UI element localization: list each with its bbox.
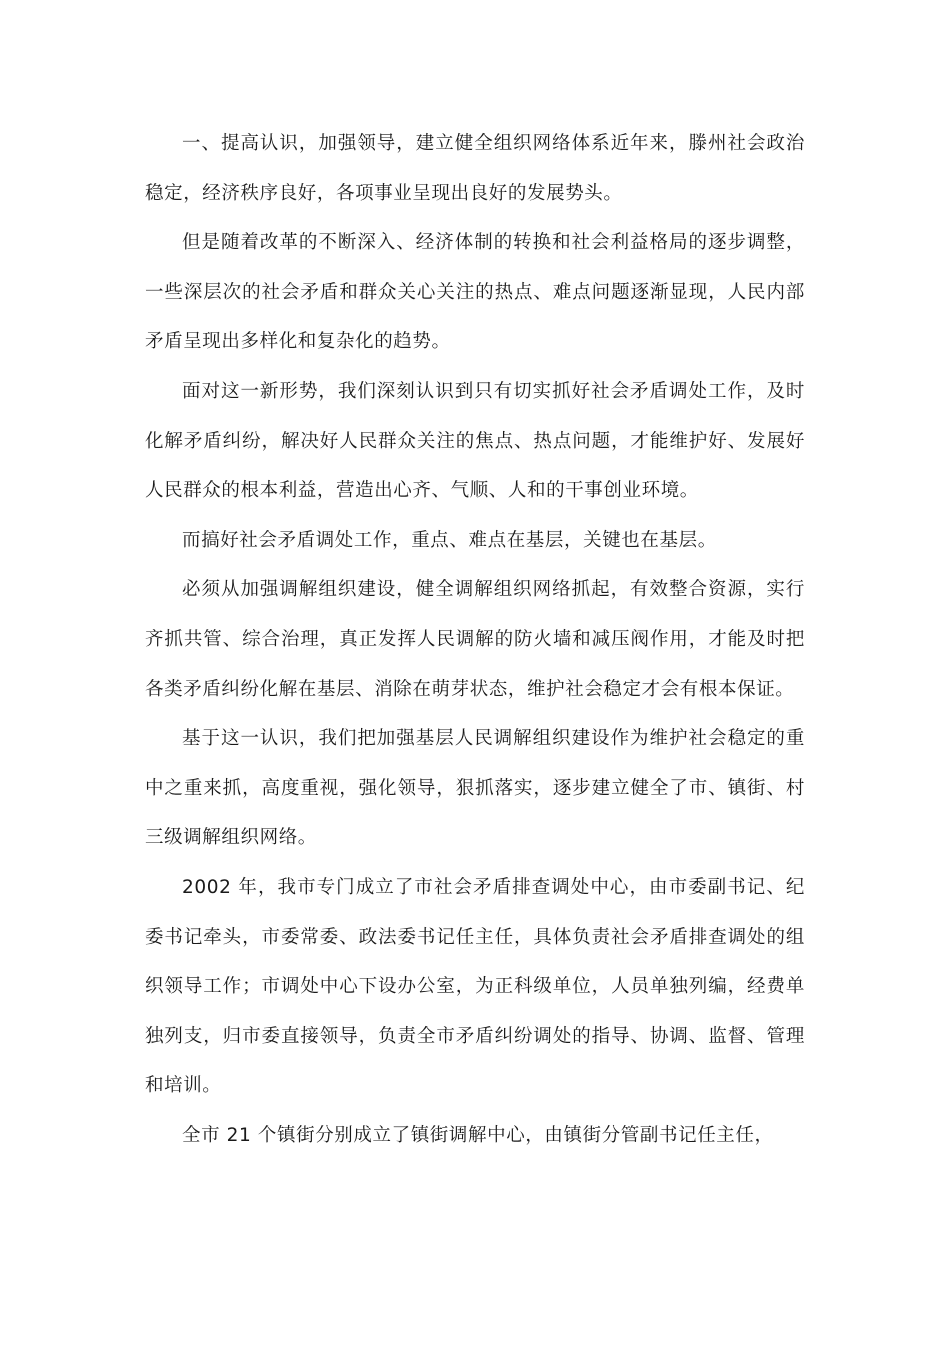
paragraph: 一、提高认识，加强领导，建立健全组织网络体系近年来，滕州社会政治稳定，经济秩序良好，各项事业呈现出良好的发展势头。 (145, 133, 805, 204)
document-body (145, 119, 805, 1160)
paragraph: 但是随着改革的不断深入、经济体制的转换和社会利益格局的逐步调整，一些深层次的社会矛盾和群众关心关注的热点、难点问题逐渐显现，人民内部矛盾呈现出多样化和复杂化的趋势。 (145, 232, 805, 353)
paragraph: 而搞好社会矛盾调处工作，重点、难点在基层，关键也在基层。 (182, 529, 717, 551)
paragraph: 面对这一新形势，我们深刻认识到只有切实抓好社会矛盾调处工作，及时化解矛盾纠纷，解决好人民群众关注的焦点、热点问题，才能维护好、发展好人民群众的根本利益，营造出心齐、气顺、人和的干事创业环境。 (145, 380, 805, 502)
paragraph: 必须从加强调解组织建设，健全调解组织网络抓起，有效整合资源，实行齐抓共管、综合治理，真正发挥人民调解的防火墙和减压阀作用，才能及时把各类矛盾纠纷化解在基层、消除在萌芽状态，维护社会稳定才会有根本保证。 (145, 579, 805, 700)
paragraph: 2002 年，我市专门成立了市社会矛盾排查调处中心，由市委副书记、纪委书记牵头，市委常委、政法委书记任主任，具体负责社会矛盾排查调处的组织领导工作；市调处中心下设办公室，为正科级单位，人员单独列编，经费单独列支，归市委直接领导，负责全市矛盾纠纷调处的指导、协调、监督、管理和培训。 (145, 876, 805, 1097)
paragraph: 全市 21 个镇街分别成立了镇街调解中心，由镇街分管副书记任主任， (182, 1124, 774, 1146)
paragraph: 基于这一认识，我们把加强基层人民调解组织建设作为维护社会稳定的重中之重来抓，高度重视，强化领导，狠抓落实，逐步建立健全了市、镇街、村三级调解组织网络。 (145, 728, 805, 849)
